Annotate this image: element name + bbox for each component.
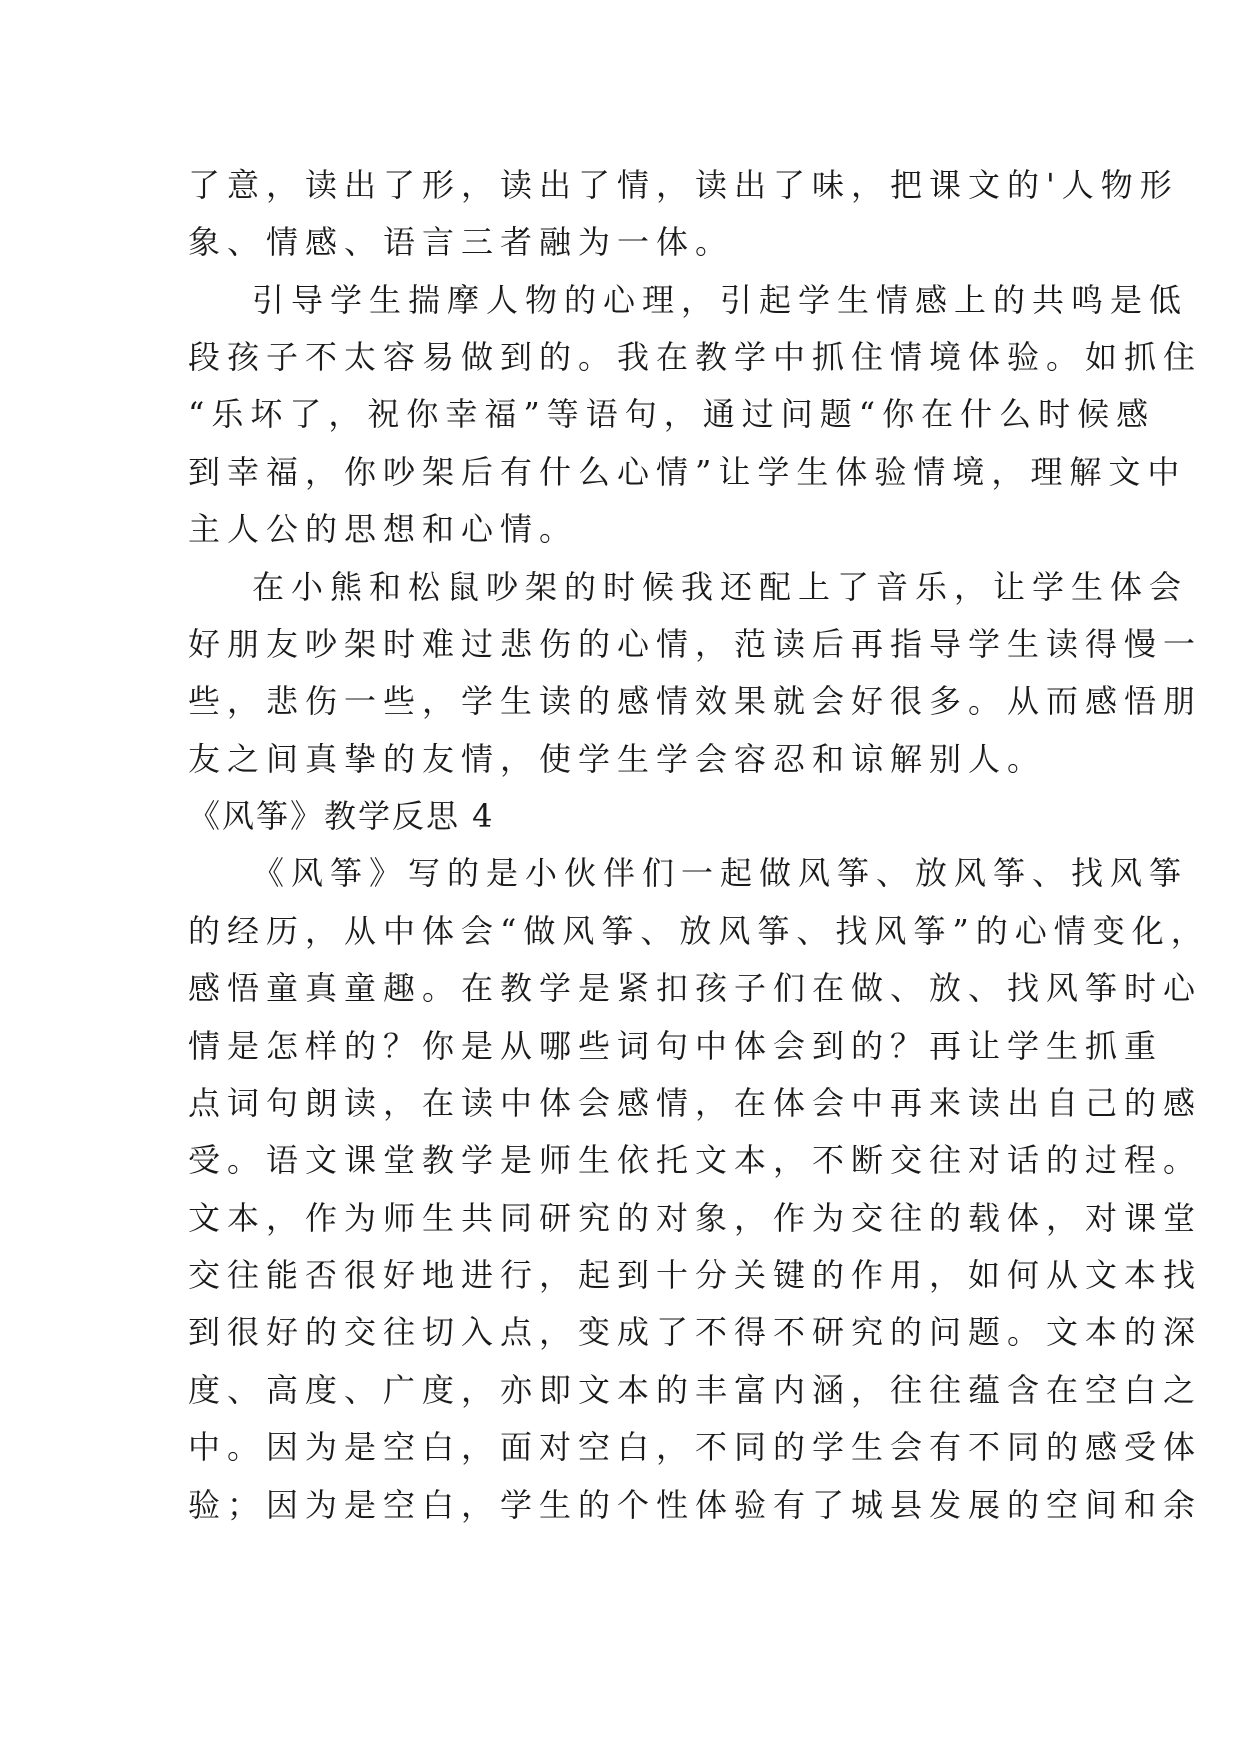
text-line: 了意，读出了形，读出了情，读出了味，把课文的'人物形	[188, 166, 1179, 204]
text-line: 段孩子不太容易做到的。我在教学中抓住情境体验。如抓住	[188, 338, 1203, 376]
text-line: 中。因为是空白，面对空白，不同的学生会有不同的感受体	[188, 1428, 1203, 1466]
text-line: 点词句朗读，在读中体会感情，在体会中再来读出自己的感	[188, 1084, 1203, 1122]
text-line: 交往能否很好地进行，起到十分关键的作用，如何从文本找	[188, 1256, 1203, 1294]
text-line: 到幸福，你吵架后有什么心情”让学生体验情境，理解文中	[188, 453, 1187, 491]
text-line: 的经历，从中体会“做风筝、放风筝、找风筝”的心情变化，	[188, 912, 1210, 950]
section-heading: 《风筝》教学反思 4	[188, 797, 495, 835]
paragraph-first-line: 《风筝》写的是小伙伴们一起做风筝、放风筝、找风筝	[252, 854, 1189, 892]
text-line: 度、高度、广度，亦即文本的丰富内涵，往往蕴含在空白之	[188, 1371, 1203, 1409]
text-line: 象、情感、语言三者融为一体。	[188, 223, 735, 261]
text-line: 友之间真挚的友情，使学生学会容忍和谅解别人。	[188, 740, 1047, 778]
paragraph-first-line: 引导学生揣摩人物的心理，引起学生情感上的共鸣是低	[252, 281, 1189, 319]
text-line: 情是怎样的？你是从哪些词句中体会到的？再让学生抓重	[188, 1027, 1164, 1065]
text-line: 验；因为是空白，学生的个性体验有了城县发展的空间和余	[188, 1486, 1203, 1524]
text-line: 感悟童真童趣。在教学是紧扣孩子们在做、放、找风筝时心	[188, 969, 1203, 1007]
text-line: “乐坏了，祝你幸福”等语句，通过问题“你在什么时候感	[188, 395, 1156, 433]
text-line: 好朋友吵架时难过悲伤的心情，范读后再指导学生读得慢一	[188, 625, 1203, 663]
text-line: 文本，作为师生共同研究的对象，作为交往的载体，对课堂	[188, 1199, 1203, 1237]
text-line: 到很好的交往切入点，变成了不得不研究的问题。文本的深	[188, 1313, 1203, 1351]
text-line: 些，悲伤一些，学生读的感情效果就会好很多。从而感悟朋	[188, 682, 1203, 720]
text-line: 受。语文课堂教学是师生依托文本，不断交往对话的过程。	[188, 1141, 1203, 1179]
paragraph-first-line: 在小熊和松鼠吵架的时候我还配上了音乐，让学生体会	[252, 568, 1189, 606]
text-line: 主人公的思想和心情。	[188, 510, 579, 548]
